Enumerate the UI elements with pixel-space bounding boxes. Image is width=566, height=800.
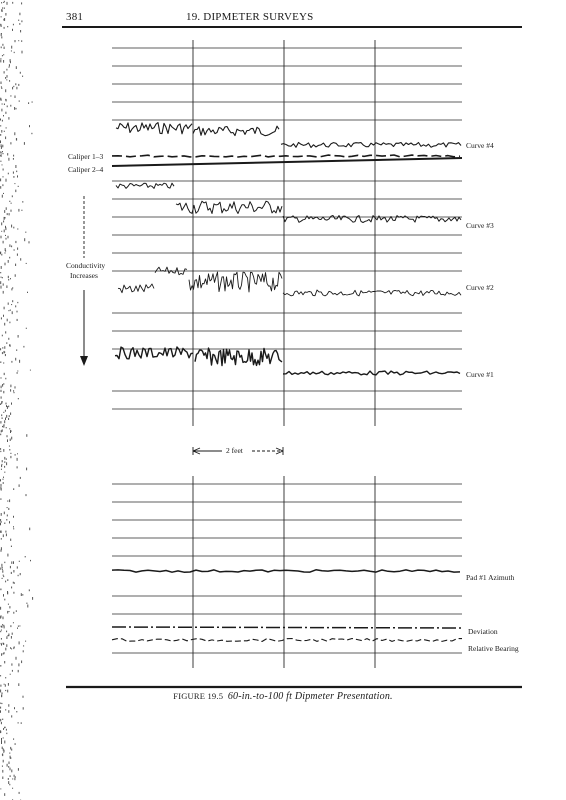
figure-caption	[0, 691, 566, 702]
label-conductivity: Conductivity	[66, 261, 106, 270]
label-caliper-2-4: Caliper 2–4	[68, 165, 104, 174]
curve-1	[115, 347, 460, 375]
caliper-1-3-trace	[112, 155, 460, 157]
label-curve-2: Curve #2	[466, 283, 494, 292]
caption-number: FIGURE 19.5	[173, 691, 224, 701]
upper-track-grid	[112, 40, 462, 426]
label-relative-bearing: Relative Bearing	[468, 644, 519, 653]
caliper-2-4-trace	[112, 158, 462, 166]
conductivity-arrow	[80, 196, 88, 366]
label-deviation: Deviation	[468, 627, 498, 636]
running-head: 19. DIPMETER SURVEYS	[186, 11, 314, 23]
label-curve-3: Curve #3	[466, 221, 494, 230]
scan-edge-speckle	[0, 1, 33, 800]
relative-bearing-trace	[112, 639, 462, 642]
curve-4	[116, 123, 461, 148]
label-increases: Increases	[70, 271, 98, 280]
label-2-feet: 2 feet	[226, 446, 243, 455]
label-curve-1: Curve #1	[466, 370, 494, 379]
label-caliper-1-3: Caliper 1–3	[68, 152, 104, 161]
pad1-azimuth-trace	[112, 570, 460, 572]
page-number: 381	[66, 11, 84, 23]
label-pad1-azimuth: Pad #1 Azimuth	[466, 573, 515, 582]
curve-2	[118, 267, 461, 296]
label-curve-4: Curve #4	[466, 141, 494, 150]
deviation-trace	[112, 627, 462, 628]
caption-title: 60-in.-to-100 ft Dipmeter Presentation.	[227, 691, 393, 702]
log-curves	[112, 123, 462, 642]
curve-3	[116, 183, 461, 222]
